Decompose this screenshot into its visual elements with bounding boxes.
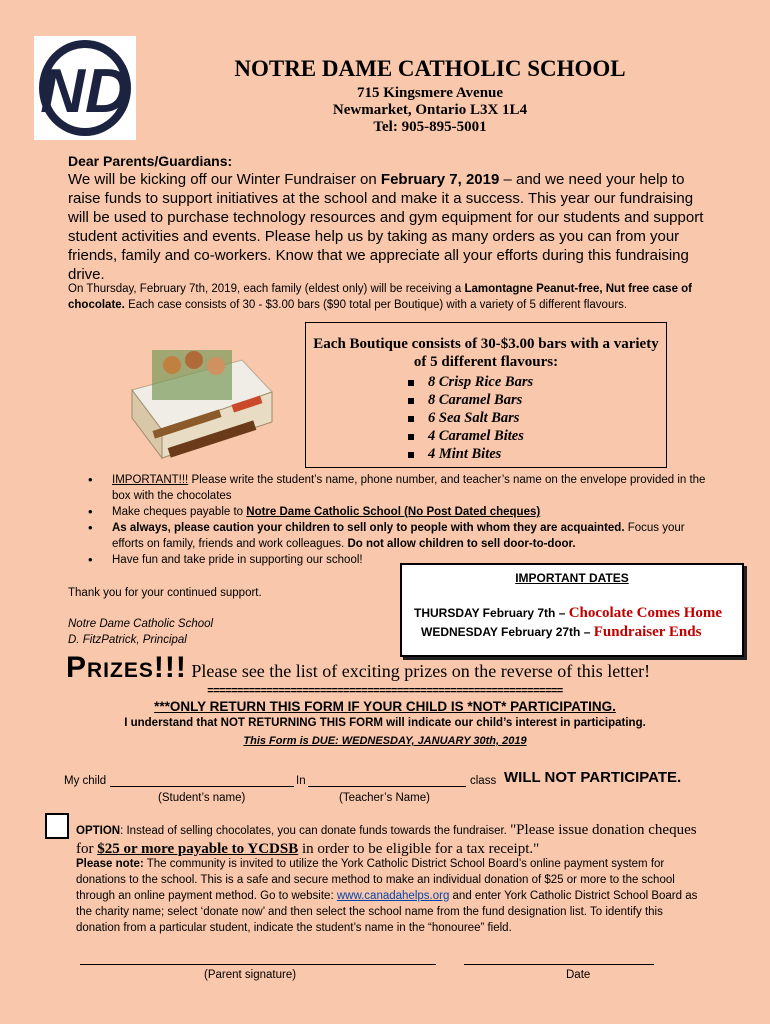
will-not-text: WILL NOT PARTICIPATE [504, 769, 678, 786]
teacher-name-field[interactable] [308, 786, 466, 787]
cheque-payee: Notre Dame Catholic School (No Post Dated cheques) [246, 506, 541, 518]
note-text-a: The community is invited to utilize the York Catholic District School Board’s online payment system for donations to the school. This is a safe and secure method to make an individual donation of $25 or more to the school through an online payment method. Go to website: [76, 858, 675, 902]
list-item [88, 504, 708, 520]
note-text-b: and enter York Catholic District School Board as the charity name; select ‘donate now’ and then select the school name from the fund designation list. To identify this donation from a particular student, indicate the student’s name in the “honouree” field. [76, 890, 698, 934]
parent-signature-field[interactable] [80, 964, 436, 965]
signature-name: D. FitzPatrick, Principal [68, 634, 187, 646]
date-caption: Date [566, 969, 591, 981]
period: . [677, 769, 682, 786]
prizes-title: Prizes!!! [66, 651, 187, 684]
bullet-text: Have fun and take pride in supporting our school! [112, 554, 363, 566]
flavour-label: 4 Caramel Bites [428, 428, 524, 444]
option-text: : Instead of selling chocolates, you can donate funds towards the fundraiser. [120, 825, 511, 837]
list-item [408, 373, 666, 391]
boutique-title: Each Boutique consists of 30-$3.00 bars with a variety of 5 different flavours: [313, 336, 659, 370]
school-logo [34, 36, 136, 140]
logo-lettering: ND [40, 57, 130, 126]
details-text-a: On Thursday, February 7th, 2019, each family (eldest only) will be receiving a [68, 283, 465, 295]
boutique-box [305, 322, 667, 468]
details-paragraph [68, 281, 708, 313]
bullet-text: Please write the student’s name, phone number, and teacher’s name on the envelope provided in the box with the chocolates [112, 474, 706, 502]
canadahelps-link[interactable]: www.canadahelps.org [336, 890, 450, 902]
teacher-caption: (Teacher’s Name) [339, 792, 430, 804]
understand-text: I understand that NOT RETURNING THIS FORM will indicate our child’s interest in participating. [124, 717, 646, 729]
instructions-list [88, 472, 708, 568]
date-row-1 [414, 605, 742, 622]
date-event: Fundraiser Ends [593, 624, 702, 640]
bullet-text: Focus your efforts on family, friends and work colleagues. [112, 522, 685, 550]
student-name-field[interactable] [110, 786, 294, 787]
intro-text-b: – and we need your help to raise funds to support initiatives at the school and make it a success. This year our fundraising will be used to purchase technology resources and gym equipment for our students and support student activities and events. Please help us by taking as many orders as you can from your friends, family and co-workers. Know that we appreciate all your efforts during this fundraising drive. [68, 171, 704, 283]
parent-signature-caption: (Parent signature) [204, 969, 297, 981]
intro-text-a: We will be kicking off our Winter Fundraiser on [68, 171, 381, 188]
date-event: Chocolate Comes Home [568, 605, 723, 621]
square-bullet-icon [408, 380, 414, 386]
return-notice: ***ONLY RETURN THIS FORM IF YOUR CHILD IS *NOT* PARTICIPATING. [154, 699, 616, 714]
signature-org: Notre Dame Catholic School [68, 618, 214, 630]
option-quote-a: "Please issue donation cheques for [76, 822, 697, 857]
square-bullet-icon [408, 434, 414, 440]
list-item [408, 427, 666, 445]
important-dates-box [400, 563, 744, 657]
flavour-label: 8 Caramel Bars [428, 392, 523, 408]
details-bold: Lamontagne Peanut-free, Nut free case of chocolate. [68, 283, 693, 311]
school-name: NOTRE DAME CATHOLIC SCHOOL [234, 56, 626, 81]
chocolate-box-image [122, 330, 282, 462]
flavour-label: 8 Crisp Rice Bars [428, 374, 534, 390]
bullet-text: Make cheques payable to [112, 506, 247, 518]
important-label: IMPORTANT!!! [112, 474, 189, 486]
in-label: In [296, 775, 306, 787]
flavour-list [306, 373, 666, 463]
option-label: OPTION [76, 825, 121, 837]
list-item [408, 445, 666, 463]
flavour-label: 6 Sea Salt Bars [428, 410, 520, 426]
prizes-text: Please see the list of exciting prizes on the reverse of this letter! [186, 661, 651, 681]
option-amount: $25 or more payable to YCDSB [97, 841, 299, 857]
student-caption: (Student’s name) [158, 792, 246, 804]
dates-title: IMPORTANT DATES [515, 571, 629, 585]
list-item [408, 409, 666, 427]
list-item [408, 391, 666, 409]
note-label: Please note: [76, 858, 144, 870]
intro-date: February 7, 2019 [380, 171, 500, 188]
option-quote-b: in order to be eligible for a tax receipt." [298, 841, 540, 857]
option-paragraph [76, 821, 716, 859]
door-to-door-warning: Do not allow children to sell door-to-door. [347, 538, 576, 550]
date-field[interactable] [464, 964, 654, 965]
due-date: This Form is DUE: WEDNESDAY, JANUARY 30th, 2019 [243, 735, 527, 747]
details-text-b: Each case consists of 30 - $3.00 bars ($90 total per Boutique) with a variety of 5 different flavours. [124, 299, 628, 311]
square-bullet-icon [408, 452, 414, 458]
school-phone: Tel: 905-895-5001 [373, 119, 487, 135]
note-paragraph [76, 856, 706, 936]
thanks-text: Thank you for your continued support. [68, 587, 262, 599]
my-child-label: My child [64, 775, 107, 787]
caution-text: As always, please caution your children to sell only to people with whom they are acquainted. [112, 522, 625, 534]
form-divider: ============================================================ [207, 685, 563, 697]
square-bullet-icon [408, 398, 414, 404]
date-row-2 [421, 624, 742, 641]
date-label: WEDNESDAY February 27th – [421, 625, 594, 639]
school-address: 715 Kingsmere Avenue [356, 85, 504, 101]
class-label: class [470, 775, 497, 787]
flavour-label: 4 Mint Bites [428, 446, 502, 462]
square-bullet-icon [408, 416, 414, 422]
prizes-line [66, 651, 650, 685]
will-not-participate [504, 769, 681, 786]
intro-paragraph [68, 170, 708, 284]
list-item [88, 520, 708, 552]
list-item [88, 472, 708, 504]
greeting: Dear Parents/Guardians: [68, 153, 233, 169]
school-city: Newmarket, Ontario L3X 1L4 [332, 102, 528, 118]
date-label: THURSDAY February 7th – [414, 606, 569, 620]
donation-option-checkbox[interactable] [45, 813, 69, 839]
